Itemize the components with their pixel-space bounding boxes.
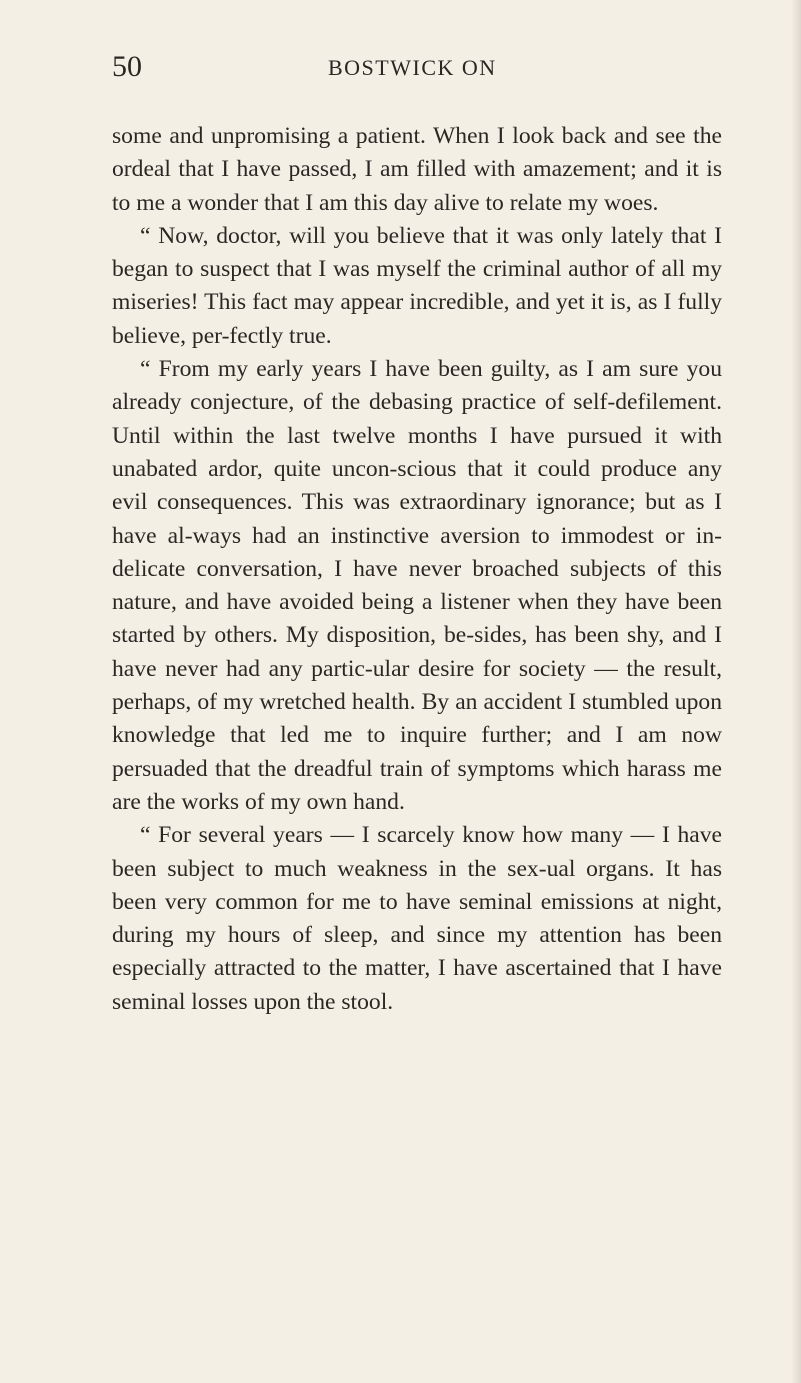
page-header: [0, 47, 801, 87]
page-number: 50: [112, 50, 142, 83]
paragraph-3: “ From my early years I have been guilty, as I am sure you already conjecture, of the debasing practice of self-defilement. Until within the last twelve months I have pursued it with unabated ardor, quite uncon-scious that it could produce any evil consequences. This was extraordinary ignorance; but as I have al-ways had an instinctive aversion to immodest or in-delicate conversation, I have never broached subjects of this nature, and have avoided being a listener when they have been started by others. My disposition, be-sides, has been shy, and I have never had any partic-ular desire for society — the result, perhaps, of my wretched health. By an accident I stumbled upon knowledge that led me to inquire further; and I am now persuaded that the dreadful train of symptoms which harass me are the works of my own hand.: [112, 356, 722, 815]
paragraph-1: some and unpromising a patient. When I look back and see the ordeal that I have passed, I am filled with amazement; and it is to me a wonder that I am this day alive to relate my woes.: [112, 123, 722, 216]
body-text: [112, 120, 722, 1019]
paragraph-4: “ For several years — I scarcely know how many — I have been subject to much weakness in the sex-ual organs. It has been very common for me to have seminal emissions at night, during my hours of sleep, and since my attention has been especially attracted to the matter, I have ascertained that I have seminal losses upon the stool.: [112, 822, 722, 1015]
page-edge-shadow: [791, 0, 801, 1383]
running-head: BOSTWICK ON: [328, 55, 497, 80]
paragraph-2: “ Now, doctor, will you believe that it was only lately that I began to suspect that I was myself the criminal author of all my miseries! This fact may appear incredible, and yet it is, as I fully believe, per-fectly true.: [112, 222, 722, 349]
